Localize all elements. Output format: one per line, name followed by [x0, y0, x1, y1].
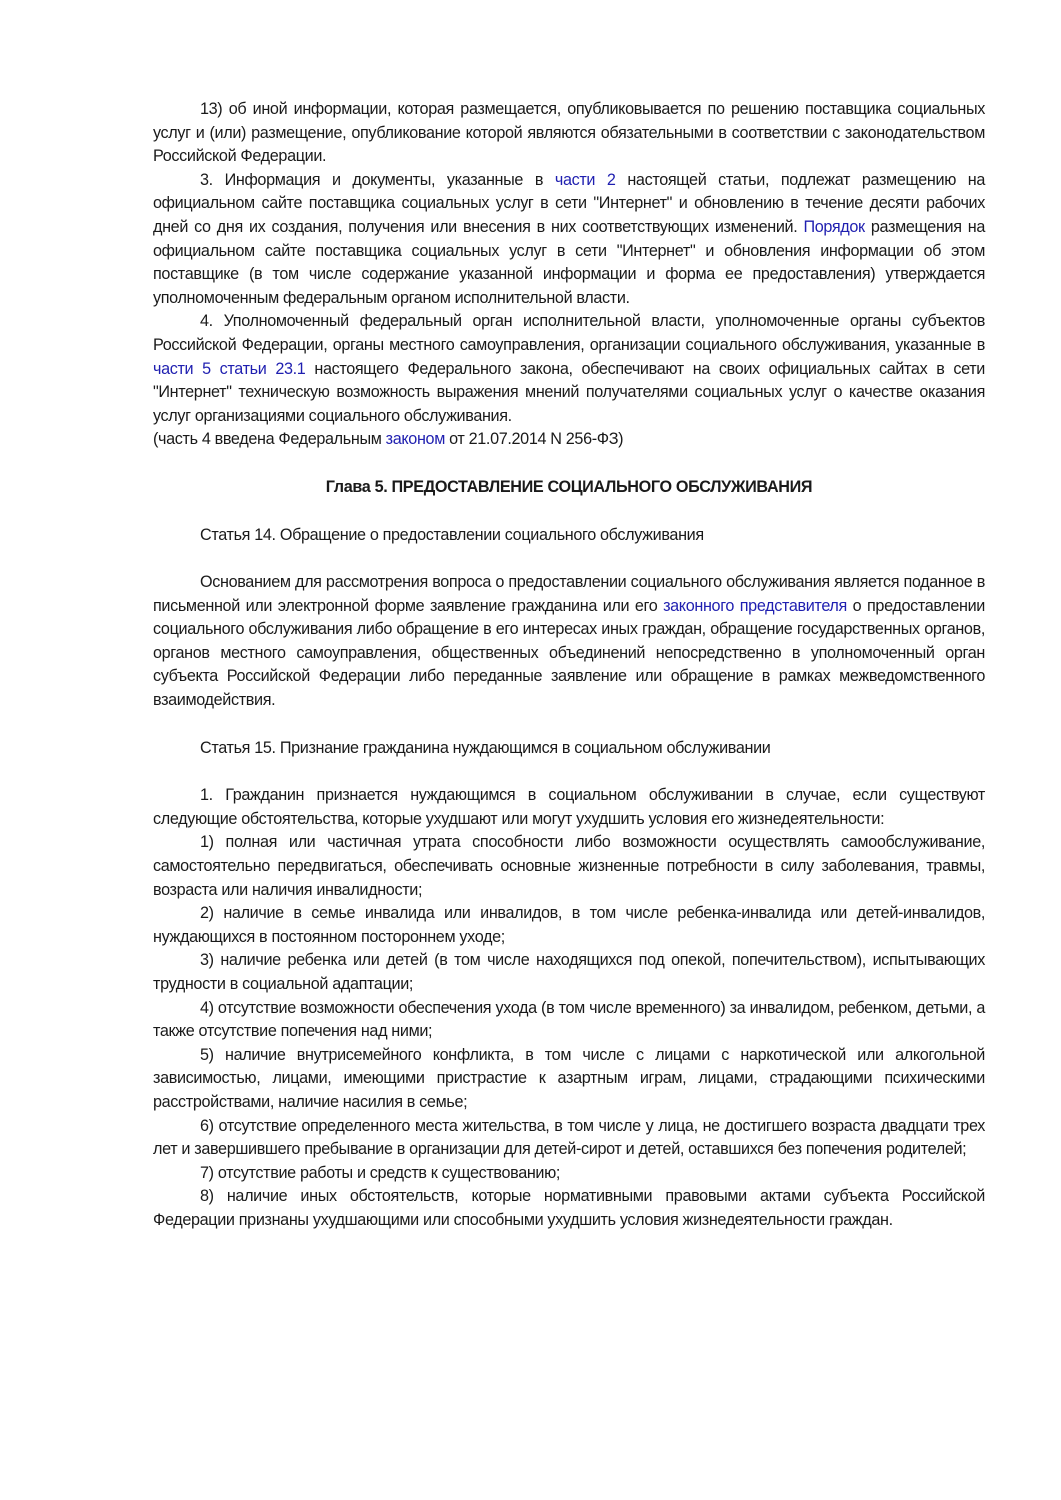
- list-item: 5) наличие внутрисемейного конфликта, в том числе с лицами с наркотической или алкогольной зависимостью, лицами, имеющими пристрастие к азартным играм, лицами, страдающими психическими расстройствами, наличие насилия в семье;: [153, 1045, 985, 1111]
- amendment-note: [153, 428, 985, 452]
- article-15-intro: 1. Гражданин признается нуждающимся в социальном обслуживании в случае, если существуют следующие обстоятельства, которые ухудшают или могут ухудшить условия его жизнедеятельности:: [153, 786, 985, 828]
- article-15-title: Статья 15. Признание гражданина нуждающимся в социальном обслуживании: [200, 738, 771, 757]
- paragraph-part-3: [153, 169, 985, 311]
- text-span: 3. Информация и документы, указанные в: [200, 170, 555, 189]
- text-span: 4. Уполномоченный федеральный орган исполнительной власти, уполномоченные органы субъектов Российской Федерации, органы местного самоуправления, организации социального обслуживания, указанные в: [153, 312, 985, 354]
- text-span: размещения на официальном сайте поставщика социальных услуг в сети "Интернет" и обновления информации об этом поставщике (в том числе содержание указанной информации и форма ее предоставления) утверждается уполномоченным федеральным органом исполнительной власти.: [153, 217, 985, 307]
- text-span: о предоставлении социального обслуживания либо обращение в его интересах иных граждан, обращение государственных органов, органов местного самоуправления, общественных объединений непосредственно в уполномоченный орган субъекта Российской Федерации либо переданные заявление или обращение в рамках межведомственного взаимодействия.: [153, 596, 985, 710]
- link-legal-representative[interactable]: законного представителя: [663, 596, 847, 615]
- paragraph-part-4: [153, 310, 985, 428]
- text-span: Основанием для рассмотрения вопроса о предоставлении социального обслуживания является поданное в письменной или электронной форме заявление гражданина или его: [153, 573, 985, 615]
- article-14-title: Статья 14. Обращение о предоставлении социального обслуживания: [200, 525, 704, 544]
- spacer: [153, 713, 985, 737]
- link-procedure[interactable]: Порядок: [803, 217, 865, 236]
- list-item: 2) наличие в семье инвалида или инвалидов, в том числе ребенка-инвалида или детей-инвалидов, нуждающихся в постоянном постороннем уходе;: [153, 904, 985, 946]
- paragraph-item-13: 13) об иной информации, которая размещается, опубликовывается по решению поставщика социальных услуг и (или) размещение, опубликование которой являются обязательными в соответствии с законодательством Российской Федерации.: [153, 100, 985, 166]
- list-item: 3) наличие ребенка или детей (в том числе находящихся под опекой, попечительством), испытывающих трудности в социальной адаптации;: [153, 951, 985, 993]
- list-item: 4) отсутствие возможности обеспечения ухода (в том числе временного) за инвалидом, ребенком, детьми, а также отсутствие попечения над ними;: [153, 998, 985, 1041]
- text-span: от 21.07.2014 N 256-ФЗ): [444, 430, 624, 449]
- text-span: (часть 4 введена Федеральным: [153, 430, 386, 449]
- link-law[interactable]: законом: [385, 430, 445, 449]
- text-span: настоящего Федерального закона, обеспечивают на своих официальных сайтах в сети "Интернет" техническую возможность выражения мнений получателями социальных услуг о качестве оказания услуг организациями социального обслуживания.: [153, 359, 985, 425]
- list-item: 6) отсутствие определенного места жительства, в том числе у лица, не достигшего возраста двадцати трех лет и завершившего пребывание в организации для детей-сирот и детей, оставшихся без попечения родителей;: [153, 1116, 985, 1159]
- text-span: настоящей статьи, подлежат размещению на официальном сайте поставщика социальных услуг в сети "Интернет" и обновлению в течение десяти рабочих дней со дня их создания, получения или внесения в них соответствующих изменений.: [153, 170, 986, 236]
- list-item: 1) полная или частичная утрата способности либо возможности осуществлять самообслуживание, самостоятельно передвигаться, обеспечивать основные жизненные потребности в силу заболевания, травмы, возраста или наличия инвалидности;: [153, 833, 985, 899]
- list-item: 7) отсутствие работы и средств к существованию;: [200, 1163, 561, 1182]
- list-item: 8) наличие иных обстоятельств, которые нормативными правовыми актами субъекта Российской Федерации признаны ухудшающими или способными ухудшить условия жизнедеятельности граждан.: [153, 1187, 985, 1229]
- article-14-body: [153, 571, 985, 713]
- link-part-2[interactable]: части 2: [554, 170, 616, 189]
- chapter-heading: Глава 5. ПРЕДОСТАВЛЕНИЕ СОЦИАЛЬНОГО ОБСЛУЖИВАНИЯ: [325, 477, 813, 496]
- document-page: [153, 98, 985, 1233]
- link-part-5-article-23-1[interactable]: части 5 статьи 23.1: [153, 359, 306, 378]
